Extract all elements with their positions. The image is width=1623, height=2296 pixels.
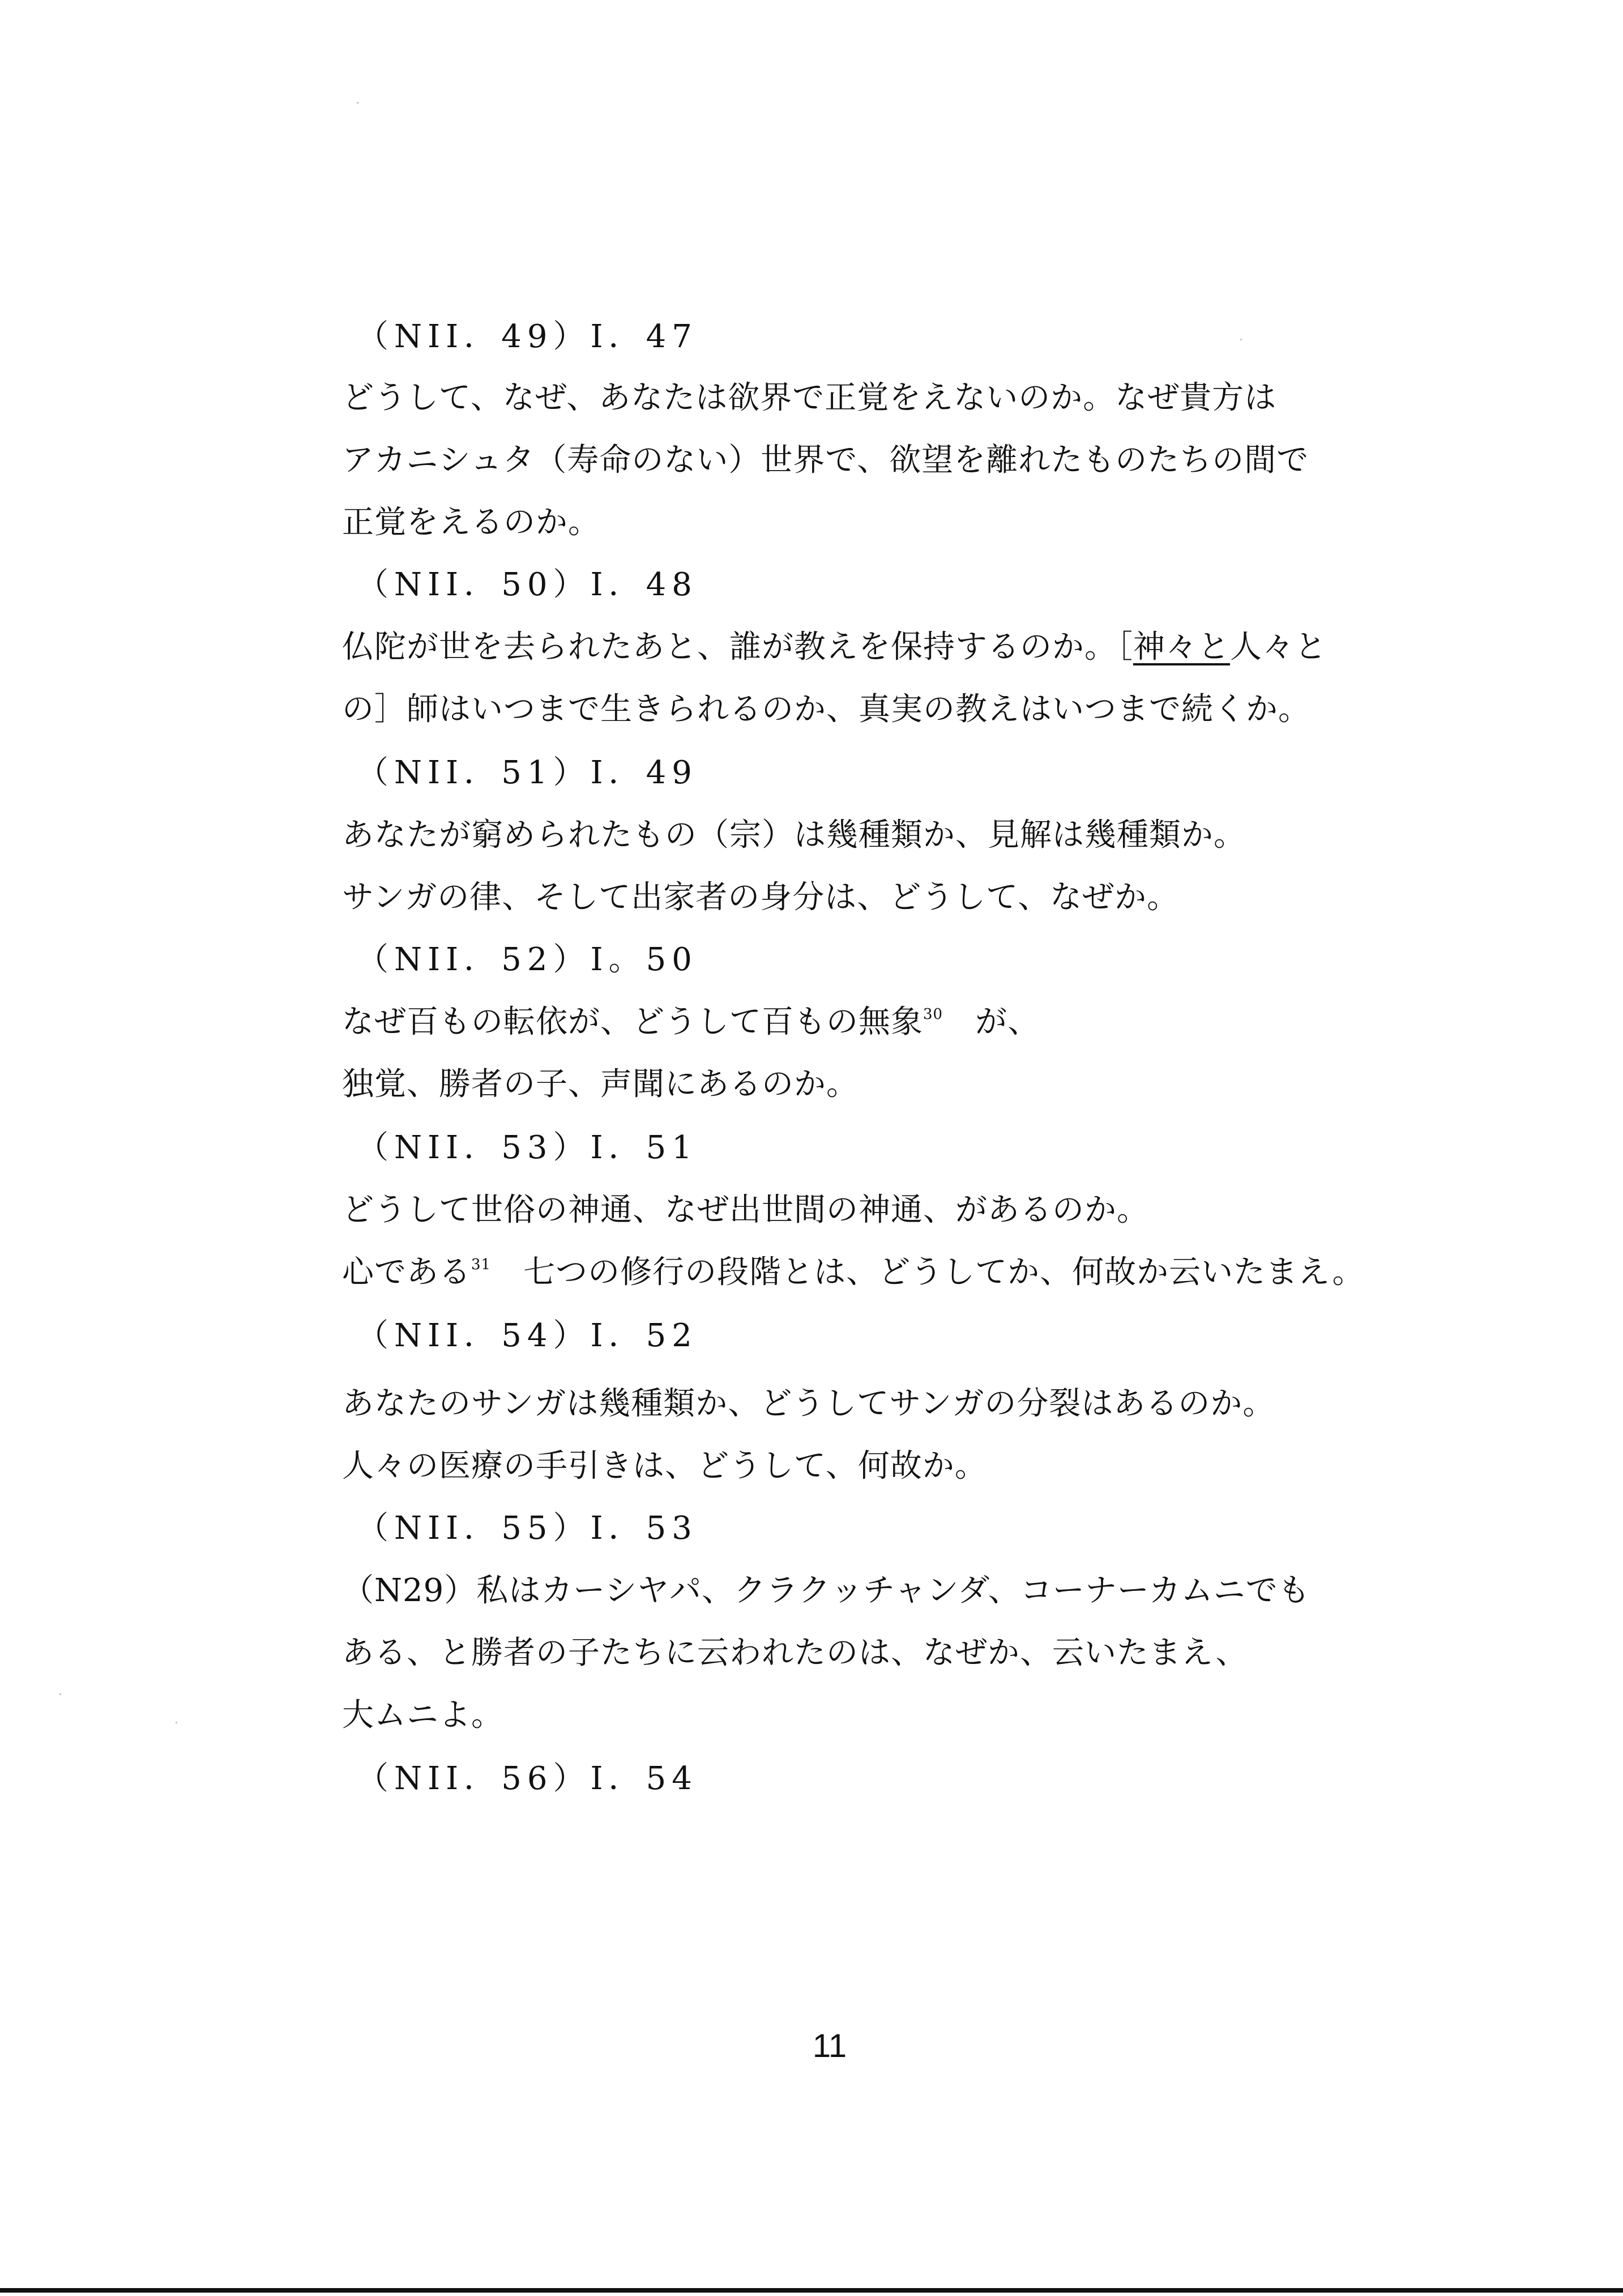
text-segment: が、 bbox=[943, 1004, 1040, 1040]
footnote-marker: 30 bbox=[923, 1006, 943, 1023]
text-line-with-underline bbox=[342, 628, 1327, 667]
text-line: （N29）私はカーシヤパ、クラクッチャンダ、コーナーカムニでも bbox=[342, 1572, 1310, 1609]
underlined-text: 神々と bbox=[1133, 629, 1230, 665]
section-heading-49: （NII．49）I．47 bbox=[357, 318, 698, 355]
scan-speck bbox=[357, 102, 358, 104]
text-segment: 心である bbox=[342, 1254, 471, 1291]
section-heading-52: （NII．52）I。50 bbox=[357, 941, 698, 978]
text-line-with-footnote bbox=[342, 1002, 1040, 1042]
text-segment: なぜ百もの転依が、どうして百もの無象 bbox=[342, 1004, 923, 1040]
section-heading-56: （NII．56）I．54 bbox=[357, 1760, 698, 1797]
text-line: 人々の医療の手引きは、どうして、何故か。 bbox=[342, 1448, 987, 1484]
section-heading-54: （NII．54）I．52 bbox=[357, 1317, 698, 1354]
text-line: アカニシュタ（寿命のない）世界で、欲望を離れたものたちの間で bbox=[342, 442, 1309, 479]
scan-speck bbox=[59, 1693, 61, 1695]
text-line: 正覚をえるのか。 bbox=[342, 504, 600, 541]
scan-speck bbox=[1240, 339, 1242, 340]
section-heading-50: （NII．50）I．48 bbox=[357, 566, 698, 603]
text-segment: 人々と bbox=[1230, 629, 1327, 665]
text-line: ある、と勝者の子たちに云われたのは、なぜか、云いたまえ、 bbox=[342, 1634, 1248, 1671]
text-line: あなたのサンガは幾種類か、どうしてサンガの分裂はあるのか。 bbox=[342, 1385, 1275, 1422]
scan-speck bbox=[176, 1722, 177, 1723]
text-segment: 七つの修行の段階とは、どうしてか、何故か云いたまえ。 bbox=[491, 1254, 1365, 1291]
text-line: 独覚、勝者の子、声聞にあるのか。 bbox=[342, 1066, 859, 1103]
text-line: どうして世俗の神通、なぜ出世間の神通、があるのか。 bbox=[342, 1192, 1149, 1228]
text-segment: 仏陀が世を去られたあと、誰が教えを保持するのか。［ bbox=[342, 629, 1133, 665]
page-number: 11 bbox=[812, 2028, 847, 2064]
text-line: の］師はいつまで生きられるのか、真実の教えはいつまで続くか。 bbox=[342, 691, 1310, 728]
footnote-marker: 31 bbox=[471, 1256, 492, 1273]
scan-bottom-edge bbox=[0, 2288, 1623, 2293]
text-line: 大ムニよ。 bbox=[342, 1697, 503, 1734]
text-line-with-footnote bbox=[342, 1253, 1364, 1292]
text-line: どうして、なぜ、あなたは欲界で正覚をえないのか。なぜ貴方は bbox=[342, 379, 1277, 416]
section-heading-55: （NII．55）I．53 bbox=[357, 1510, 698, 1547]
text-line: あなたが窮められたもの（宗）は幾種類か、見解は幾種類か。 bbox=[342, 817, 1246, 853]
text-line: サンガの律、そして出家者の身分は、どうして、なぜか。 bbox=[342, 879, 1180, 916]
section-heading-53: （NII．53）I．51 bbox=[357, 1129, 698, 1166]
section-heading-51: （NII．51）I．49 bbox=[357, 754, 698, 791]
